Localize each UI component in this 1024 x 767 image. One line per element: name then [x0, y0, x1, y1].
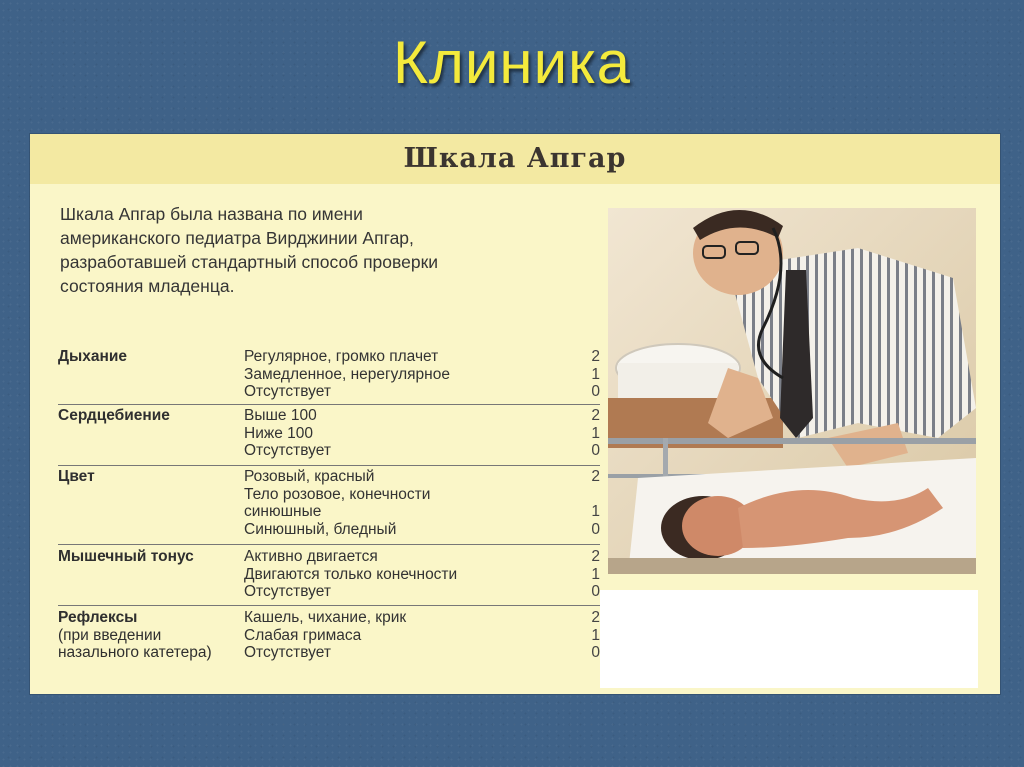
row-score: 1 — [591, 503, 600, 521]
row-score: 2 — [591, 348, 600, 365]
row-desc: Ниже 100 — [244, 424, 314, 442]
table-row — [244, 583, 600, 601]
apgar-panel — [30, 134, 1000, 694]
row-desc: Тело розовое, конечности — [244, 485, 431, 503]
row-score: 1 — [591, 565, 600, 583]
row-desc: Отсутствует — [244, 583, 331, 601]
criterion-name: Рефлексы — [58, 609, 138, 626]
apgar-table — [58, 348, 600, 667]
criterion-subnote: назального катетера) — [58, 644, 212, 662]
slide-title: Клиника — [392, 29, 632, 96]
row-desc: Розовый, красный — [244, 468, 375, 485]
criterion-label: Цвет — [58, 468, 95, 485]
table-row — [244, 644, 600, 662]
criterion-reflexes — [58, 606, 600, 667]
criterion-muscle-tone — [58, 545, 600, 606]
row-desc: Отсутствует — [244, 383, 331, 401]
criterion-color — [58, 466, 600, 545]
row-desc: Синюшный, бледный — [244, 520, 397, 538]
table-row — [244, 348, 600, 366]
table-row — [244, 442, 600, 460]
row-desc: Выше 100 — [244, 407, 317, 424]
row-score: 0 — [591, 583, 600, 601]
table-row — [244, 609, 600, 627]
row-desc: синюшные — [244, 503, 322, 521]
row-score: 0 — [591, 644, 600, 662]
criterion-label: Мышечный тонус — [58, 548, 194, 565]
row-score: 1 — [591, 365, 600, 383]
criterion-breathing — [58, 348, 600, 405]
row-desc: Активно двигается — [244, 548, 378, 565]
blank-area — [600, 590, 978, 688]
row-score: 2 — [591, 609, 600, 626]
photo-illustration — [608, 208, 976, 574]
row-desc: Слабая гримаса — [244, 626, 362, 644]
table-row — [244, 366, 600, 384]
row-desc: Замедленное, нерегулярное — [244, 365, 450, 383]
row-score: 1 — [591, 424, 600, 442]
table-row — [244, 425, 600, 443]
table-row — [244, 383, 600, 401]
criterion-label: Сердцебиение — [58, 407, 170, 424]
table-row — [244, 468, 600, 486]
table-row — [244, 566, 600, 584]
doctor-newborn-photo — [608, 208, 976, 574]
table-row — [244, 407, 600, 425]
intro-line: Шкала Апгар была названа по имени — [60, 204, 363, 224]
intro-line: разработавшей стандартный способ проверки — [60, 252, 439, 272]
panel-header: Шкала Апгар — [30, 134, 1000, 184]
table-row — [244, 486, 600, 504]
table-row — [244, 627, 600, 645]
criterion-label — [58, 609, 244, 667]
row-desc: Отсутствует — [244, 644, 331, 662]
row-score: 0 — [591, 520, 600, 538]
row-score: 1 — [591, 626, 600, 644]
row-score — [584, 486, 600, 504]
row-score: 2 — [591, 468, 600, 485]
criterion-heart-rate — [58, 405, 600, 466]
intro-line: состояния младенца. — [60, 276, 235, 296]
criterion-subnote: (при введении — [58, 626, 162, 644]
row-score: 0 — [591, 383, 600, 401]
table-row — [244, 521, 600, 539]
table-row — [244, 548, 600, 566]
row-desc: Кашель, чихание, крик — [244, 609, 407, 626]
intro-line: американского педиатра Вирджинии Апгар, — [60, 228, 414, 248]
row-score: 2 — [591, 548, 600, 565]
row-desc: Регулярное, громко плачет — [244, 348, 439, 365]
row-desc: Двигаются только конечности — [244, 565, 458, 583]
intro-text — [60, 202, 530, 298]
table-row — [244, 503, 600, 521]
row-desc: Отсутствует — [244, 442, 331, 460]
row-score: 0 — [591, 442, 600, 460]
row-score: 2 — [591, 407, 600, 424]
criterion-label: Дыхание — [58, 348, 128, 365]
